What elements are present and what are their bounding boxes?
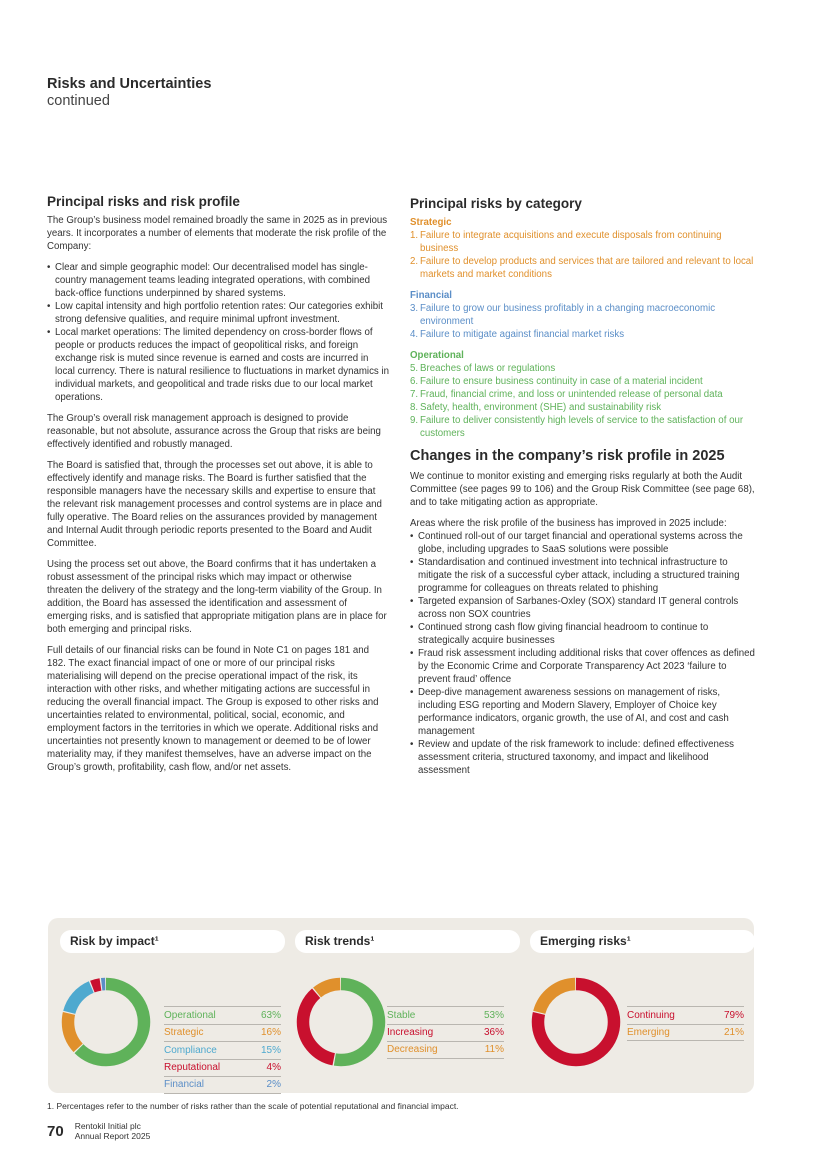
- footnote: 1. Percentages refer to the number of risks rather than the scale of potential reputational and financial impact.: [47, 1101, 459, 1111]
- chart-legend: [387, 1006, 504, 1059]
- legend-row: [627, 1024, 744, 1042]
- improved-intro: Areas where the risk profile of the business has improved in 2025 include:: [410, 518, 727, 529]
- list-item: 3. Failure to grow our business profitably in a changing macroeconomic environment: [410, 303, 716, 327]
- legend-value: 16%: [260, 1027, 281, 1039]
- category-financial: [410, 289, 758, 341]
- legend-row: [164, 1006, 281, 1024]
- footer-text: [75, 1121, 151, 1141]
- legend-value: 79%: [723, 1009, 744, 1021]
- category-name: Strategic: [410, 217, 452, 228]
- list-item: 2. Failure to develop products and services that are tailored and relevant to local markets and market conditions: [410, 256, 754, 280]
- list-item: • Deep-dive management awareness sessions on management of risks, including ESG reporting and Modern Slavery, Employer of Choice key performance indicators, organic growth, the use of AI, and cost and cash management: [410, 686, 758, 738]
- page-title: Risks and Uncertainties: [47, 76, 212, 92]
- chart-title: Risk by impact¹: [60, 930, 285, 953]
- legend-value: 11%: [484, 1044, 504, 1056]
- report-name: Annual Report 2025: [74, 1131, 151, 1141]
- legend-row: [164, 1024, 281, 1042]
- legend-row: [164, 1076, 281, 1094]
- legend-value: 53%: [483, 1009, 504, 1021]
- legend-label: Stable: [387, 1009, 416, 1021]
- list-item: 5. Breaches of laws or regulations: [410, 363, 556, 374]
- list-item: • Low capital intensity and high portfolio retention rates: Our categories exhibit strong defensive qualities, and require minimal upfront investment.: [47, 300, 389, 326]
- risk-trends-donut: [295, 976, 387, 1068]
- paragraph: Using the process set out above, the Board confirms that it has undertaken a robust assessment of the principal risks which may impact or otherwise threaten the delivery of the strategy and the long-term viability of the Group. In addition, the Board has assessed the identification and assessment of emerging risks, and is satisfied that appropriate mitigation plans are in place for both emerging and principal risks.: [47, 559, 387, 635]
- list-item: • Local market operations: The limited dependency on cross-border flows of people or products reduces the impact of geopolitical risks, and foreign exchange risk is muted since revenue is earned and costs are incurred in local currency. There is natural resilience to fluctuations in market dynamics in individual markets, and geopolitical and trade risks due to our local market operations.: [47, 326, 389, 404]
- page-header: [47, 76, 211, 109]
- legend-label: Increasing: [387, 1027, 434, 1039]
- legend-value: 4%: [266, 1062, 281, 1074]
- chart-title: Risk trends¹: [295, 930, 520, 953]
- legend-label: Decreasing: [387, 1044, 438, 1056]
- list-item: 4. Failure to mitigate against financial market risks: [410, 329, 625, 340]
- risk-trends-card: [295, 930, 520, 1056]
- legend-value: 21%: [723, 1026, 744, 1038]
- risk-charts-panel: [48, 918, 754, 1093]
- list-item: 8. Safety, health, environment (SHE) and sustainability risk: [410, 402, 662, 413]
- intro-paragraph: The Group’s business model remained broadly the same in 2025 as in previous years. It incorporates a number of elements that moderate the risk profile of the Company:: [47, 215, 388, 252]
- risk-by-impact-card: [60, 930, 285, 1091]
- paragraph: Full details of our financial risks can be found in Note C1 on pages 181 and 182. The exact financial impact of one or more of our principal risks materialising will depend on the precise operational impact of the risk, its interaction with other risks, and whether mitigating actions are successful in reducing the overall financial impact. The Group is exposed to other risks and uncertainties related to environmental, political, social, economic, and employment factors in the territories in which we operate. Additional risks and uncertainties not presently known to management or deemed to be of lower materiality may, if they manifest themselves, have an adverse impact on the Group’s growth, profitability, cash flow, and/or net assets.: [47, 645, 379, 773]
- right-column: [410, 196, 758, 785]
- category-name: Financial: [410, 290, 452, 301]
- category-operational: [410, 349, 758, 440]
- emerging-risks-card: [530, 930, 755, 1038]
- chart-legend: [627, 1006, 744, 1041]
- list-item: • Continued roll-out of our target financial and operational systems across the globe, including upgrades to SaaS solutions were possible: [410, 530, 758, 556]
- legend-row: [627, 1006, 744, 1024]
- legend-row: [387, 1006, 504, 1024]
- legend-row: [164, 1059, 281, 1077]
- legend-value: 15%: [260, 1044, 281, 1056]
- legend-row: [387, 1041, 504, 1059]
- chart-legend: [164, 1006, 281, 1094]
- list-item: • Clear and simple geographic model: Our decentralised model has single-country management teams leading integrated operations, with combined back-office functions underpinned by shared systems.: [47, 261, 389, 300]
- improvements-list: [410, 530, 758, 777]
- legend-value: 63%: [260, 1009, 281, 1021]
- list-item: • Continued strong cash flow giving financial headroom to continue to strategically acquire businesses: [410, 621, 758, 647]
- risk-by-impact-donut: [60, 976, 152, 1068]
- category-strategic: [410, 216, 758, 281]
- page-footer: [47, 1121, 150, 1141]
- list-item: • Standardisation and continued investment into technical infrastructure to mitigate the risk of a successful cyber attack, including a structured training programme for colleagues on threats related to phishing: [410, 556, 758, 595]
- legend-label: Continuing: [627, 1009, 675, 1021]
- changes-intro: We continue to monitor existing and emerging risks regularly at both the Audit Committee (see pages 99 to 106) and the Group Risk Committee (see page 68), and to take mitigating action as appropriate.: [410, 471, 755, 508]
- legend-label: Reputational: [164, 1062, 221, 1074]
- legend-value: 36%: [483, 1027, 504, 1039]
- category-name: Operational: [410, 350, 464, 361]
- paragraph: The Group’s overall risk management approach is designed to provide reasonable, but not absolute, assurance across the Group that risks are being effectively identified and robustly managed.: [47, 413, 381, 450]
- principal-risks-heading: Principal risks and risk profile: [47, 194, 240, 209]
- company-name: Rentokil Initial plc: [74, 1121, 141, 1131]
- emerging-risks-donut: [530, 976, 622, 1068]
- legend-label: Emerging: [627, 1026, 670, 1038]
- changes-heading: Changes in the company’s risk profile in 2025: [410, 448, 725, 464]
- legend-label: Compliance: [164, 1044, 217, 1056]
- chart-title: Emerging risks¹: [530, 930, 755, 953]
- legend-value: 2%: [266, 1079, 281, 1091]
- list-item: 6. Failure to ensure business continuity in case of a material incident: [410, 376, 703, 387]
- legend-label: Strategic: [164, 1027, 204, 1039]
- list-item: 9. Failure to deliver consistently high levels of service to the satisfaction of our customers: [410, 415, 744, 439]
- left-column: [47, 194, 389, 782]
- page-subtitle: continued: [47, 93, 110, 109]
- paragraph: The Board is satisfied that, through the processes set out above, it is able to effectively identify and manage risks. The Board is further satisfied that the responsible managers have the necessary skills and expertise to ensure that the relevant risk management processes and control systems are in place and fully operative. The Board relies on the assurances provided by management and Internal Audit through periodic reports presented to the Board and Audit Committee.: [47, 460, 382, 549]
- page-number: 70: [47, 1122, 64, 1140]
- list-item: • Fraud risk assessment including additional risks that cover offences as defined by the Economic Crime and Corporate Transparency Act 2023 ‘failure to prevent fraud’ offence: [410, 647, 758, 686]
- legend-row: [387, 1024, 504, 1042]
- legend-label: Financial: [164, 1079, 205, 1091]
- legend-row: [164, 1041, 281, 1059]
- list-item: 7. Fraud, financial crime, and loss or unintended release of personal data: [410, 389, 723, 400]
- list-item: • Targeted expansion of Sarbanes-Oxley (SOX) standard IT general controls across non SOX countries: [410, 595, 758, 621]
- business-model-list: [47, 261, 389, 404]
- list-item: • Review and update of the risk framework to include: defined effectiveness assessment criteria, structured taxonomy, and impact and likelihood assessment: [410, 738, 758, 777]
- legend-label: Operational: [164, 1009, 216, 1021]
- list-item: 1. Failure to integrate acquisitions and execute disposals from continuing business: [410, 230, 722, 254]
- categories-heading: Principal risks by category: [410, 196, 582, 211]
